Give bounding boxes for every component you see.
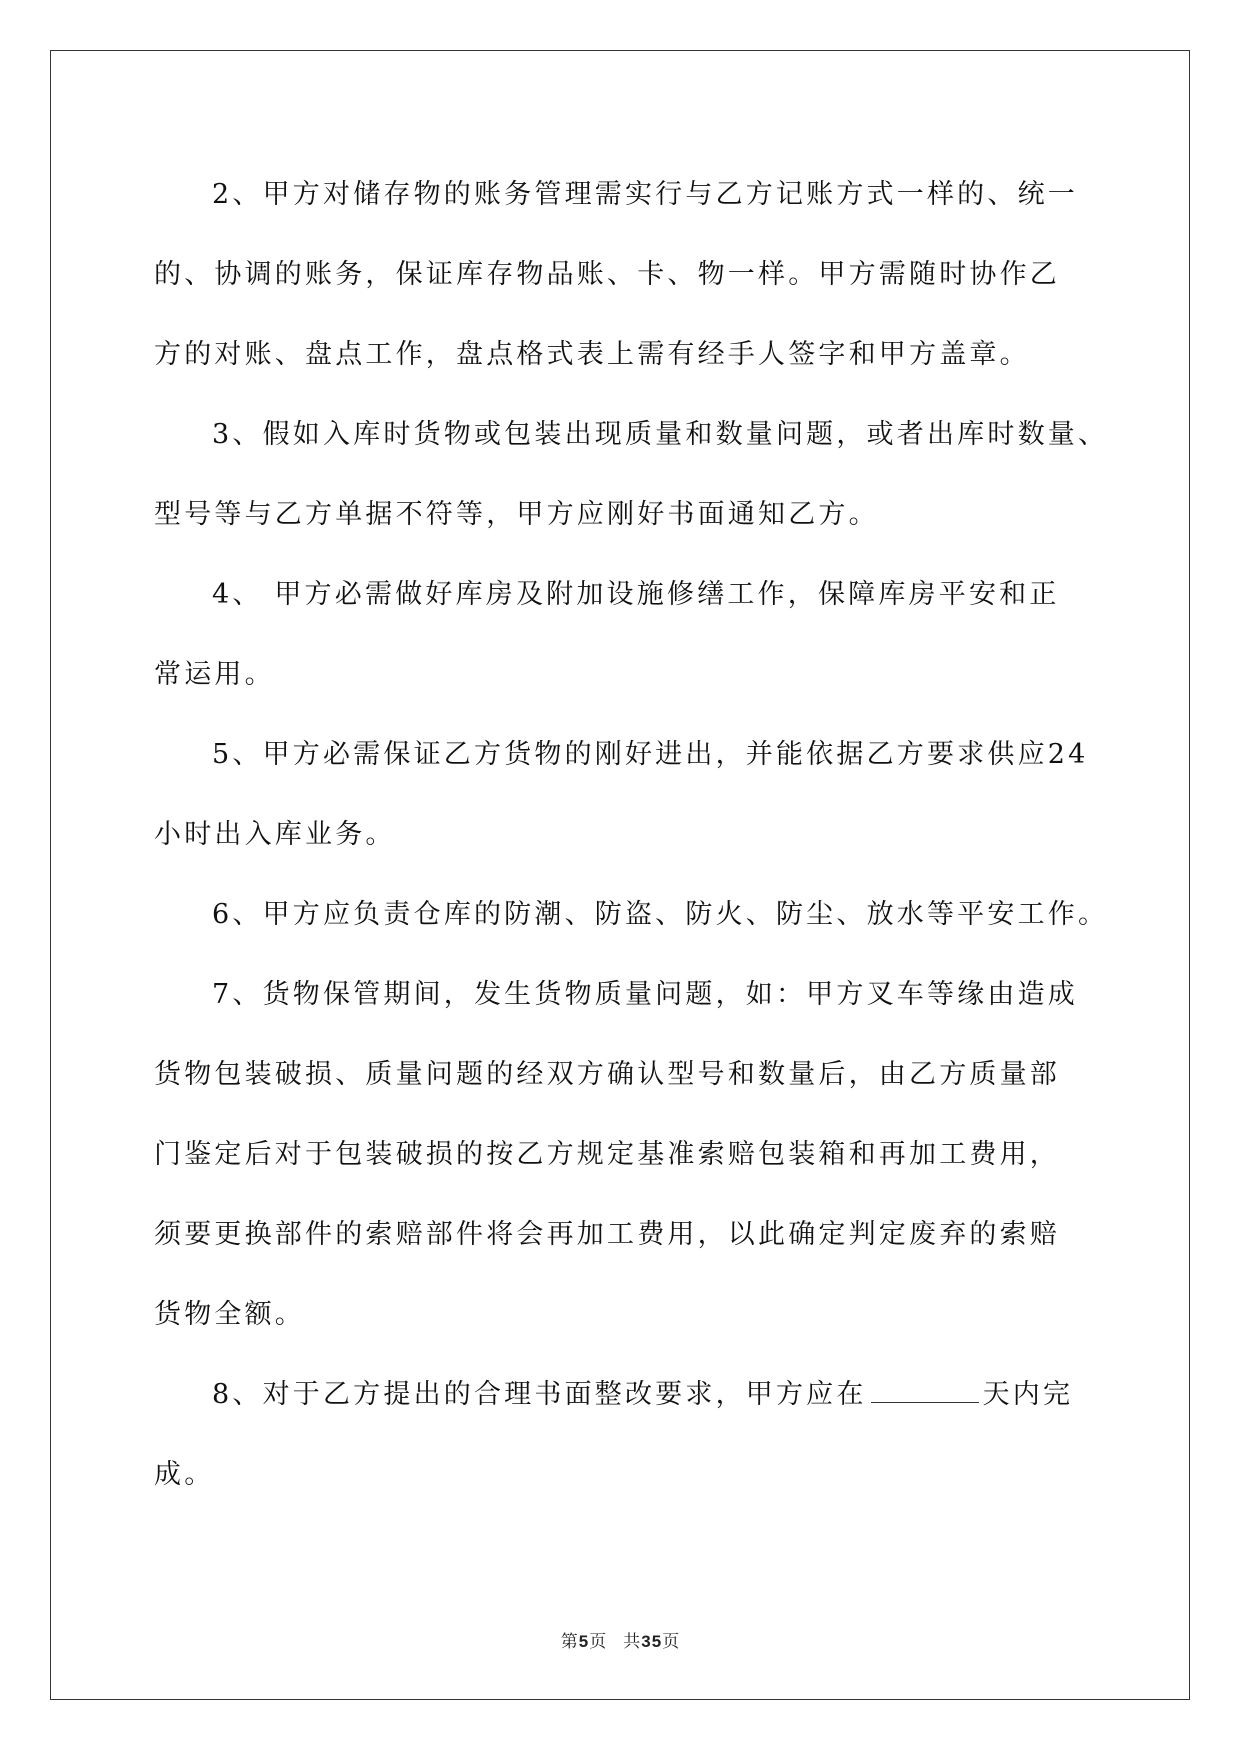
text-line: 成。 <box>154 1459 215 1490</box>
text-line: 3、假如入库时货物或包装出现质量和数量问题，或者出库时数量、 <box>212 419 1109 450</box>
text-line: 的、协调的账务，保证库存物品账、卡、物一样。甲方需随时协作乙 <box>154 259 1060 290</box>
footer-total-prefix: 共 <box>623 1632 642 1652</box>
total-pages: 35 <box>641 1632 663 1651</box>
page-number: 5 <box>578 1632 590 1651</box>
text-line: 5、甲方必需保证乙方货物的刚好进出，并能依据乙方要求供应24 <box>212 739 1089 770</box>
text-line: 常运用。 <box>154 659 275 690</box>
footer-page-suffix: 页 <box>589 1632 608 1652</box>
footer-total-suffix: 页 <box>662 1632 681 1652</box>
document-body <box>154 155 1109 1515</box>
text-line: 方的对账、盘点工作，盘点格式表上需有经手人签字和甲方盖章。 <box>154 339 1030 370</box>
paragraph-6 <box>154 875 1109 955</box>
text-line: 2、甲方对储存物的账务管理需实行与乙方记账方式一样的、统一 <box>212 179 1078 210</box>
text-line: 门鉴定后对于包装破损的按乙方规定基准索赔包装箱和再加工费用， <box>154 1139 1060 1170</box>
text-line: 4、 甲方必需做好库房及附加设施修缮工作，保障库房平安和正 <box>212 579 1060 610</box>
paragraph-7 <box>154 955 1086 1355</box>
text-line: 须要更换部件的索赔部件将会再加工费用，以此确定判定废弃的索赔 <box>154 1219 1060 1250</box>
text-line: 6、甲方应负责仓库的防潮、防盗、防火、防尘、放水等平安工作。 <box>212 899 1109 930</box>
footer-prefix: 第 <box>560 1632 579 1652</box>
text-line <box>154 1355 1086 1435</box>
text-line: 货物包装破损、质量问题的经双方确认型号和数量后，由乙方质量部 <box>154 1059 1060 1090</box>
paragraph-3 <box>154 395 1109 555</box>
page-footer <box>0 1627 1241 1652</box>
paragraph-2 <box>154 155 1086 395</box>
text-line: 7、货物保管期间，发生货物质量问题，如：甲方叉车等缘由造成 <box>212 979 1078 1010</box>
paragraph-8 <box>154 1355 1086 1515</box>
text-line: 货物全额。 <box>154 1299 305 1330</box>
text-segment: 天内完 <box>982 1379 1074 1410</box>
text-line: 型号等与乙方单据不符等，甲方应刚好书面通知乙方。 <box>154 499 879 530</box>
paragraph-4 <box>154 555 1086 715</box>
fill-in-blank <box>871 1380 979 1403</box>
paragraph-5 <box>154 715 1089 875</box>
text-line: 小时出入库业务。 <box>154 819 396 850</box>
text-segment: 8、对于乙方提出的合理书面整改要求，甲方应在 <box>212 1379 867 1410</box>
